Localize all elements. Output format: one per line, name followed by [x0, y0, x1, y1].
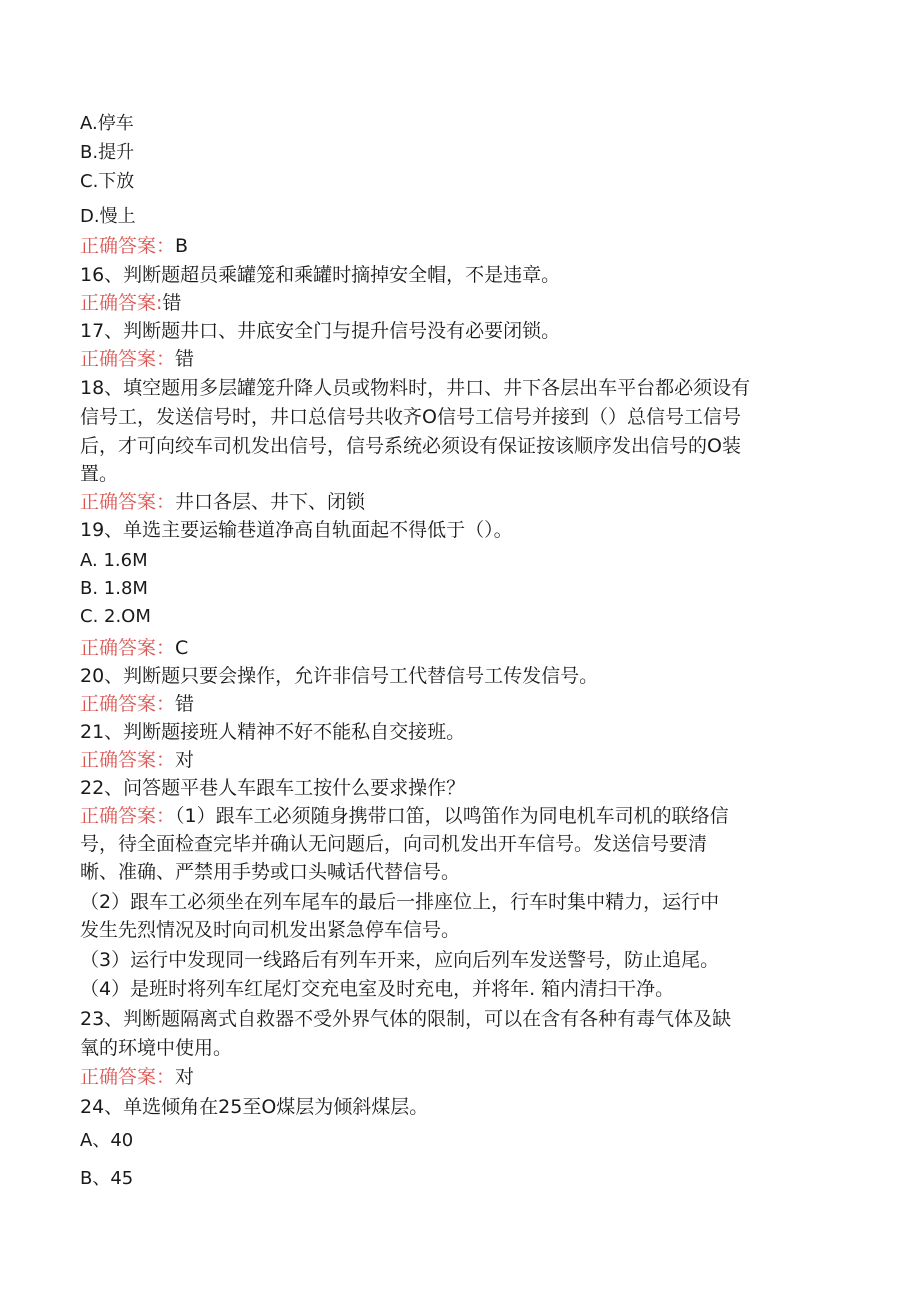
option-b: B.提升: [80, 142, 135, 163]
question-23-line-1: 23、判断题隔离式自救器不受外界气体的限制，可以在含有各种有毒气体及缺: [80, 1008, 732, 1030]
answer-value: 错: [162, 292, 182, 314]
answer-line: [80, 232, 840, 260]
question-18-line-3: 后，才可向绞车司机发出信号，信号系统必须设有保证按该顺序发出信号的O装: [80, 435, 741, 457]
question-22: 22、问答题平巷人车跟车工按什么要求操作？: [80, 777, 466, 799]
option-d: D.慢上: [80, 206, 136, 227]
answer-label: 正确答案：: [80, 1066, 176, 1088]
option-a: A.停车: [80, 113, 134, 134]
answer-value: 对: [175, 1066, 195, 1088]
answer-line: [80, 289, 840, 317]
answer-value: 错: [175, 348, 195, 370]
answer-value: （1）跟车工必须随身携带口笛，以鸣笛作为同电机车司机的联络信: [175, 805, 729, 827]
answer-value: 错: [175, 693, 195, 715]
answer-value: B: [175, 235, 189, 257]
option-a: A. 1.6M: [80, 550, 148, 571]
option-c: C.下放: [80, 171, 135, 192]
answer-22-item-2-cont: 发生先烈情况及时向司机发出紧急停车信号。: [80, 919, 461, 941]
answer-label: 正确答案：: [80, 637, 176, 659]
answer-label: 正确答案：: [80, 348, 176, 370]
answer-label: 正确答案：: [80, 235, 176, 257]
question-19: 19、单选主要运输巷道净高自轨面起不得低于（）。: [80, 519, 513, 541]
option-b: B、45: [80, 1168, 134, 1189]
answer-label: 正确答案：: [80, 491, 176, 513]
answer-label: 正确答案：: [80, 693, 176, 715]
answer-22-item-3: （3）运行中发现同一线路后有列车开来，应向后列车发送警号，防止追尾。: [80, 949, 720, 971]
question-23-line-2: 氧的环境中使用。: [80, 1037, 233, 1059]
question-18-line-4: 置。: [80, 463, 119, 485]
answer-22-line-2: 号，待全面检查完毕并确认无问题后，向司机发出开车信号。发送信号要清: [80, 833, 708, 855]
answer-22-item-4: （4）是班时将列车红尾灯交充电室及时充电，并将年. 箱内清扫干净。: [80, 978, 675, 1000]
answer-line: [80, 488, 840, 516]
answer-value: C: [175, 637, 189, 659]
answer-line: [80, 802, 840, 830]
question-21: 21、判断题接班人精神不好不能私自交接班。: [80, 721, 466, 743]
answer-22-line-3: 晰、准确、严禁用手势或口头喊话代替信号。: [80, 861, 461, 883]
question-16: 16、判断题超员乘罐笼和乘罐时摘掉安全帽，不是违章。: [80, 264, 561, 286]
question-18-line-1: 18、填空题用多层罐笼升降人员或物料时，井口、井下各层出车平台都必须设有: [80, 377, 751, 399]
question-17: 17、判断题井口、井底安全门与提升信号没有必要闭锁。: [80, 320, 561, 342]
answer-line: [80, 690, 840, 718]
option-c: C. 2.OM: [80, 606, 151, 627]
answer-label: 正确答案：: [80, 749, 176, 771]
answer-label: 正确答案:: [80, 292, 163, 314]
answer-value: 井口各层、井下、闭锁: [175, 491, 366, 513]
question-18-line-2: 信号工，发送信号时，井口总信号共收齐O信号工信号并接到（）总信号工信号: [80, 406, 741, 428]
answer-22-item-2: （2）跟车工必须坐在列车尾车的最后一排座位上，行车时集中精力，运行中: [80, 891, 720, 913]
option-a: A、40: [80, 1130, 134, 1151]
answer-line: [80, 634, 840, 662]
option-b: B. 1.8M: [80, 578, 148, 599]
answer-label: 正确答案：: [80, 805, 176, 827]
answer-line: [80, 746, 840, 774]
question-24: 24、单选倾角在25至O煤层为倾斜煤层。: [80, 1096, 429, 1118]
answer-line: [80, 1063, 840, 1091]
question-20: 20、判断题只要会操作，允许非信号工代替信号工传发信号。: [80, 665, 599, 687]
answer-line: [80, 345, 840, 373]
answer-value: 对: [175, 749, 195, 771]
